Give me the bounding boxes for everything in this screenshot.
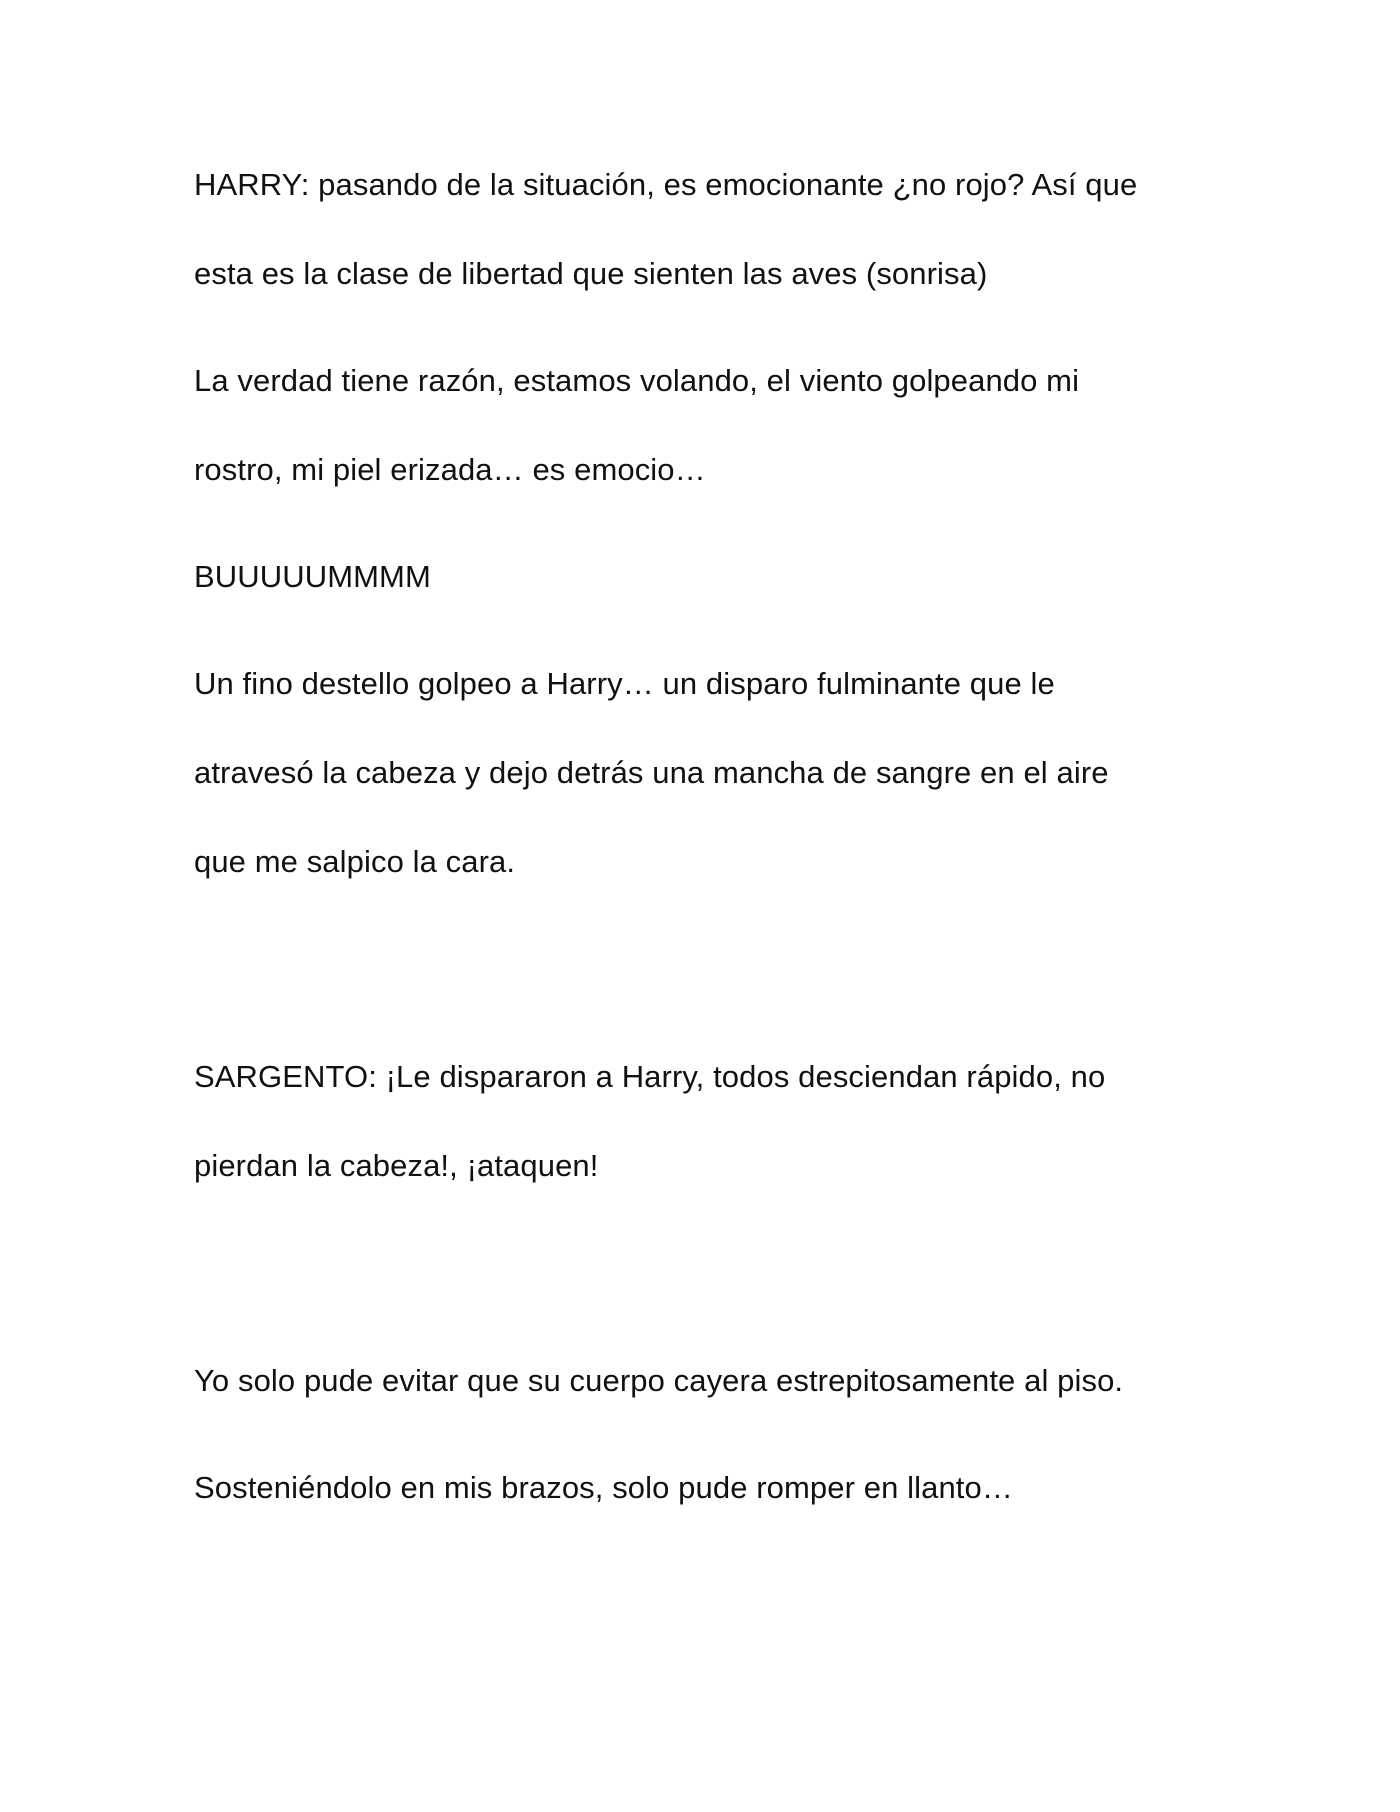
- paragraph-5-line-1: SARGENTO: ¡Le dispararon a Harry, todos desciendan rápido, no: [194, 1059, 1106, 1094]
- paragraph-4-line-3: que me salpico la cara.: [194, 844, 516, 879]
- paragraph-2-line-2: rostro, mi piel erizada… es emocio…: [194, 452, 706, 487]
- paragraph-7-line-1: Sosteniéndolo en mis brazos, solo pude romper en llanto…: [194, 1470, 1013, 1505]
- paragraph-3-line-1: BUUUUUMMMM: [194, 559, 431, 594]
- paragraph-4-line-2: atravesó la cabeza y dejo detrás una mancha de sangre en el aire: [194, 755, 1109, 790]
- paragraph-6-line-1: Yo solo pude evitar que su cuerpo cayera estrepitosamente al piso.: [194, 1363, 1124, 1398]
- paragraph-2-line-1: La verdad tiene razón, estamos volando, el viento golpeando mi: [194, 363, 1080, 398]
- paragraph-4-line-1: Un fino destello golpeo a Harry… un disparo fulminante que le: [194, 666, 1055, 701]
- paragraph-5-line-2: pierdan la cabeza!, ¡ataquen!: [194, 1148, 599, 1183]
- paragraph-1-line-2: esta es la clase de libertad que sienten las aves (sonrisa): [194, 256, 988, 291]
- paragraph-1-line-1: HARRY: pasando de la situación, es emocionante ¿no rojo? Así que: [194, 167, 1138, 202]
